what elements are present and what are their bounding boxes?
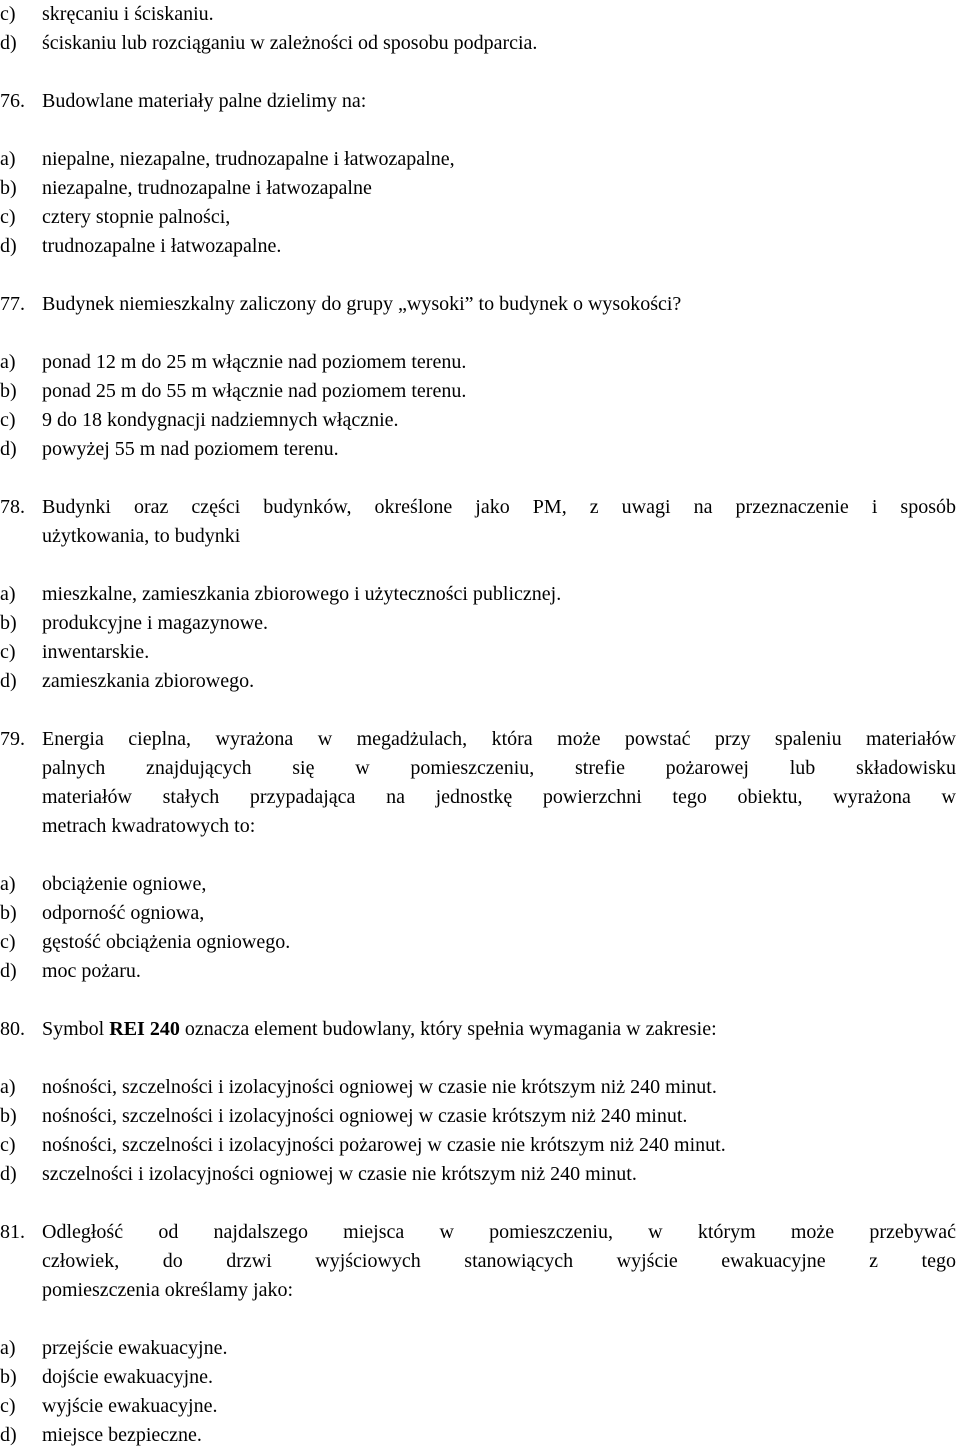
- answer-marker: c): [0, 931, 16, 953]
- answer-text: gęstość obciążenia ogniowego.: [42, 931, 291, 953]
- answer-text: mieszkalne, zamieszkania zbiorowego i użyteczności publicznej.: [42, 583, 562, 605]
- question-text-line: Energia cieplna, wyrażona w megadżulach, która może powstać przy spaleniu materiałów: [42, 728, 956, 750]
- answer-text: ponad 25 m do 55 m włącznie nad poziomem terenu.: [42, 380, 467, 402]
- answer-marker: c): [0, 1395, 16, 1417]
- answer-text: produkcyjne i magazynowe.: [42, 612, 269, 634]
- answer-marker: b): [0, 177, 17, 199]
- answer-marker: a): [0, 873, 16, 895]
- answer-text: niezapalne, trudnozapalne i łatwozapalne: [42, 177, 372, 199]
- question-number: 79.: [0, 728, 25, 750]
- answer-text: obciążenie ogniowe,: [42, 873, 207, 895]
- answer-marker: d): [0, 438, 17, 460]
- answer-marker: b): [0, 612, 17, 634]
- question-number: 80.: [0, 1018, 25, 1040]
- answer-marker: c): [0, 1134, 16, 1156]
- answer-text: cztery stopnie palności,: [42, 206, 231, 228]
- answer-marker: a): [0, 148, 16, 170]
- question-text-line: człowiek, do drzwi wyjściowych stanowiących wyjście ewakuacyjne z tego: [42, 1250, 956, 1272]
- answer-marker: d): [0, 32, 17, 54]
- answer-marker: c): [0, 409, 16, 431]
- answer-text: przejście ewakuacyjne.: [42, 1337, 228, 1359]
- answer-marker: b): [0, 902, 17, 924]
- question-number: 76.: [0, 90, 25, 112]
- question-text-line: Odległość od najdalszego miejsca w pomieszczeniu, w którym może przebywać: [42, 1221, 956, 1243]
- answer-marker: d): [0, 960, 17, 982]
- question-text-line: palnych znajdujących się w pomieszczeniu, strefie pożarowej lub składowisku: [42, 757, 956, 779]
- answer-marker: a): [0, 351, 16, 373]
- answer-text: moc pożaru.: [42, 960, 141, 982]
- question-text-line: materiałów stałych przypadająca na jednostkę powierzchni tego obiektu, wyrażona w: [42, 786, 956, 808]
- answer-marker: d): [0, 1163, 17, 1185]
- answer-text: szczelności i izolacyjności ogniowej w czasie nie krótszym niż 240 minut.: [42, 1163, 637, 1185]
- answer-text: ponad 12 m do 25 m włącznie nad poziomem terenu.: [42, 351, 467, 373]
- answer-text: 9 do 18 kondygnacji nadziemnych włącznie.: [42, 409, 399, 431]
- answer-marker: a): [0, 1337, 16, 1359]
- question-text-line: użytkowania, to budynki: [42, 525, 241, 547]
- answer-marker: b): [0, 1105, 17, 1127]
- answer-text: wyjście ewakuacyjne.: [42, 1395, 218, 1417]
- answer-marker: b): [0, 380, 17, 402]
- answer-text: ściskaniu lub rozciąganiu w zależności od sposobu podparcia.: [42, 32, 538, 54]
- answer-text: trudnozapalne i łatwozapalne.: [42, 235, 282, 257]
- question-number: 81.: [0, 1221, 25, 1243]
- answer-text: nośności, szczelności i izolacyjności ogniowej w czasie krótszym niż 240 minut.: [42, 1105, 688, 1127]
- answer-text: miejsce bezpieczne.: [42, 1424, 202, 1446]
- answer-text: inwentarskie.: [42, 641, 150, 663]
- question-number: 77.: [0, 293, 25, 315]
- answer-text: dojście ewakuacyjne.: [42, 1366, 214, 1388]
- answer-marker: b): [0, 1366, 17, 1388]
- question-text-end: oznacza element budowlany, który spełnia wymagania w zakresie:: [179, 1018, 717, 1040]
- question-text-line: Budynki oraz części budynków, określone jako PM, z uwagi na przeznaczenie i sposób: [42, 496, 956, 518]
- answer-marker: d): [0, 670, 17, 692]
- answer-marker: d): [0, 1424, 17, 1446]
- answer-text: skręcaniu i ściskaniu.: [42, 3, 214, 25]
- answer-marker: d): [0, 235, 17, 257]
- question-text-line: pomieszczenia określamy jako:: [42, 1279, 294, 1301]
- question-text: [42, 1015, 717, 1044]
- answer-marker: c): [0, 206, 16, 228]
- answer-text: nośności, szczelności i izolacyjności pożarowej w czasie nie krótszym niż 240 minut.: [42, 1134, 726, 1156]
- symbol-rei-240: REI 240: [109, 1018, 180, 1040]
- answer-text: odporność ogniowa,: [42, 902, 205, 924]
- question-text-start: Symbol: [42, 1018, 110, 1040]
- question-text-line: metrach kwadratowych to:: [42, 815, 256, 837]
- answer-text: niepalne, niezapalne, trudnozapalne i łatwozapalne,: [42, 148, 455, 170]
- answer-text: nośności, szczelności i izolacyjności ogniowej w czasie nie krótszym niż 240 minut.: [42, 1076, 717, 1098]
- answer-marker: a): [0, 1076, 16, 1098]
- answer-marker: c): [0, 3, 16, 25]
- question-text: Budowlane materiały palne dzielimy na:: [42, 90, 367, 112]
- question-number: 78.: [0, 496, 25, 518]
- answer-marker: c): [0, 641, 16, 663]
- answer-text: powyżej 55 m nad poziomem terenu.: [42, 438, 339, 460]
- question-text: Budynek niemieszkalny zaliczony do grupy „wysoki” to budynek o wysokości?: [42, 293, 682, 315]
- answer-text: zamieszkania zbiorowego.: [42, 670, 255, 692]
- answer-marker: a): [0, 583, 16, 605]
